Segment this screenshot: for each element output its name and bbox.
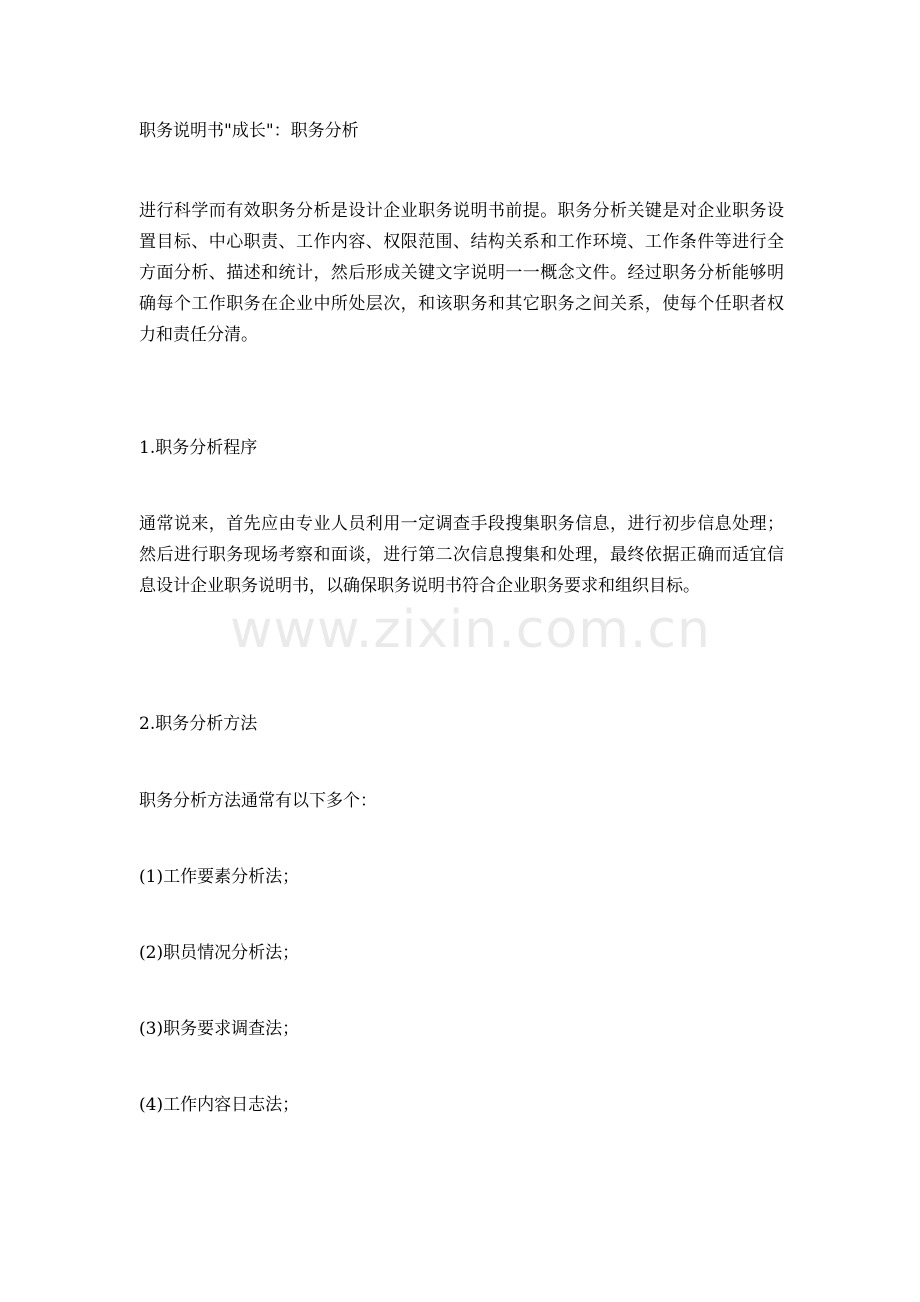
intro-paragraph: 进行科学而有效职务分析是设计企业职务说明书前提。职务分析关键是对企业职务设置目标、中心职责、工作内容、权限范围、结构关系和工作环境、工作条件等进行全方面分析、描述和统计，然后形成关键文字说明一一概念文件。经过职务分析能够明确每个工作职务在企业中所处层次，和该职务和其它职务之间关系，使每个任职者权力和责任分清。 bbox=[139, 201, 784, 345]
method-item-3: (3)职务要求调查法； bbox=[139, 1019, 300, 1039]
section1-paragraph: 通常说来，首先应由专业人员利用一定调查手段搜集职务信息，进行初步信息处理；然后进行职务现场考察和面谈，进行第二次信息搜集和处理，最终依据正确而适宜信息设计企业职务说明书，以确保职务说明书符合企业职务要求和组织目标。 bbox=[139, 514, 784, 596]
watermark: www.zixin.com.cn bbox=[230, 600, 711, 660]
method-item-4: (4)工作内容日志法； bbox=[139, 1095, 300, 1115]
section2-intro: 职务分析方法通常有以下多个： bbox=[139, 791, 377, 811]
document-title: 职务说明书"成长"：职务分析 bbox=[139, 121, 359, 141]
section1-heading: 1.职务分析程序 bbox=[139, 438, 258, 458]
section2-heading: 2.职务分析方法 bbox=[139, 714, 258, 734]
method-item-1: (1)工作要素分析法； bbox=[139, 867, 300, 887]
method-item-2: (2)职员情况分析法； bbox=[139, 943, 300, 963]
